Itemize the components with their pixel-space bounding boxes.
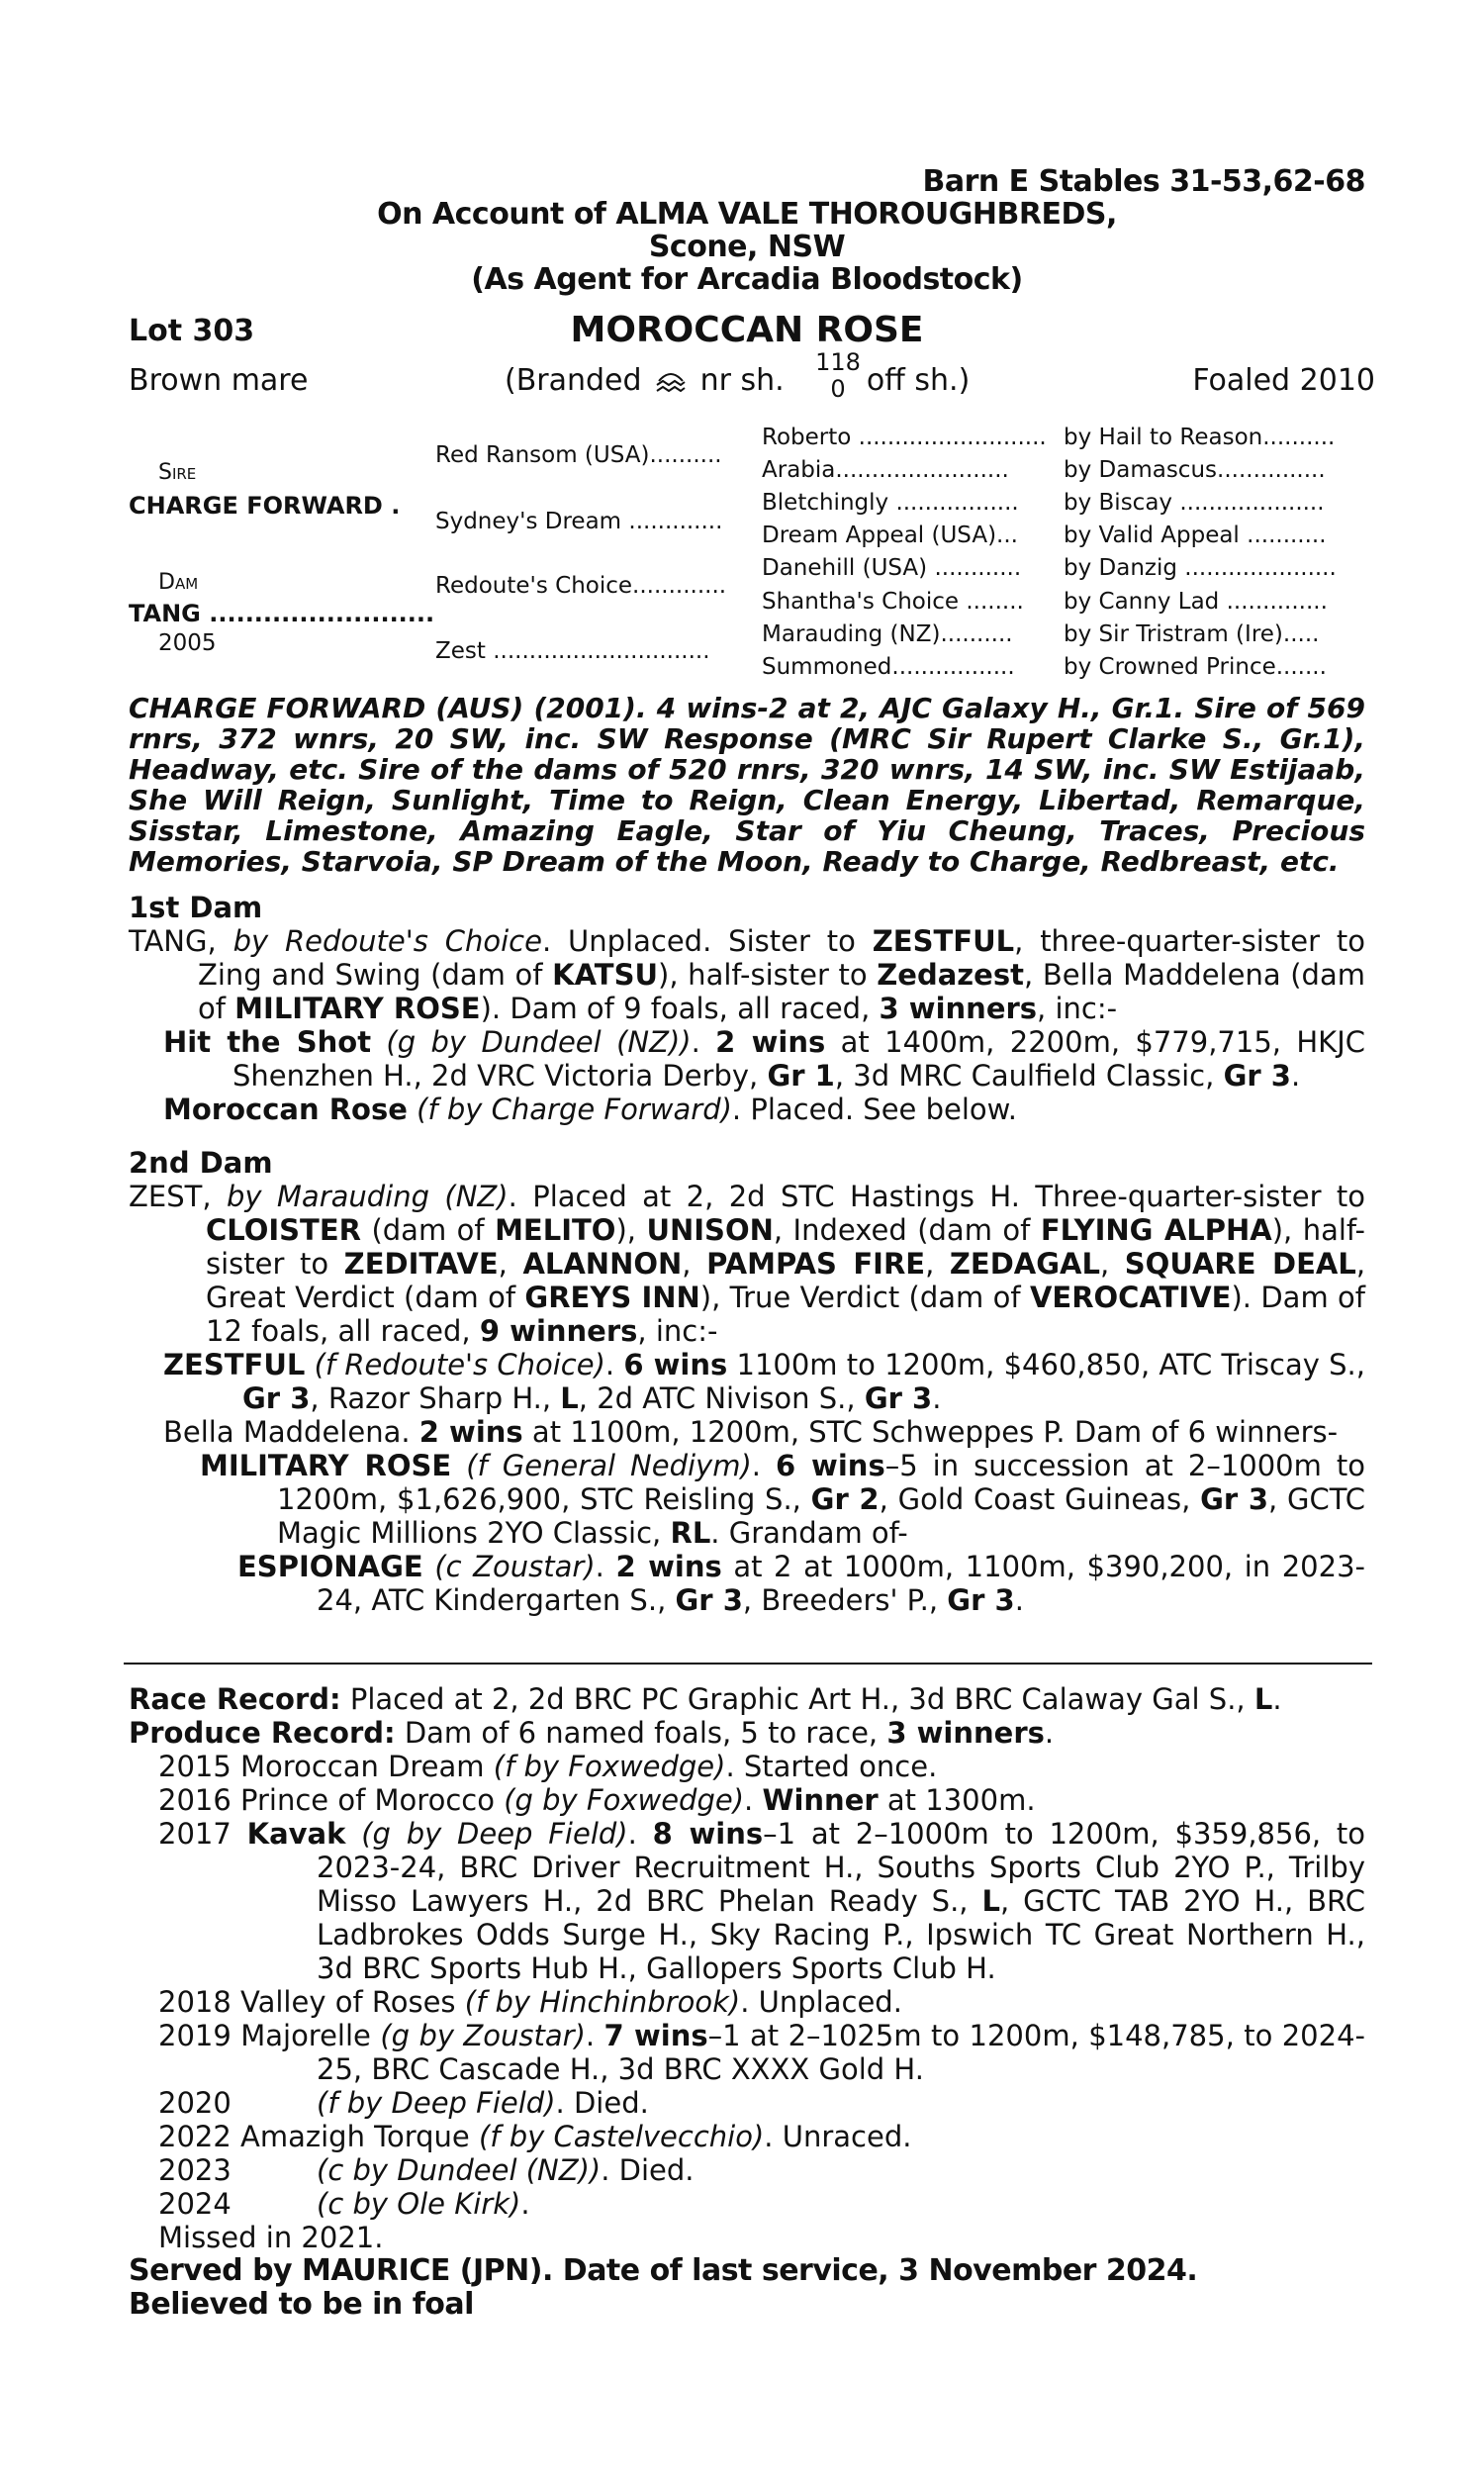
bm2: 2 wins (418, 1415, 523, 1449)
z5: 1100m to 1200m, $460,850, ATC Triscay S., (727, 1348, 1365, 1381)
p9a: 2024 (158, 2187, 232, 2221)
sd-t2: by Marauding (NZ) (226, 1180, 509, 1213)
p7b: (f by Castelvecchio) (478, 2120, 765, 2153)
e9: . (1014, 1583, 1024, 1617)
p3g: L (981, 1884, 1000, 1918)
p5c: . (585, 2019, 604, 2052)
sd-t19: , (1099, 1247, 1125, 1281)
sd-t18: ZEDAGAL (949, 1247, 1100, 1281)
description-row (129, 348, 1375, 411)
m2: (f General Nediym) (451, 1449, 752, 1482)
sire-dam: Sydney's Dream ............. (435, 509, 723, 534)
fd-t11: ). Dam of 9 foals, all raced, (480, 992, 880, 1025)
p8a: 2023 (158, 2153, 232, 2187)
m3: . (751, 1449, 776, 1482)
produce-record-text: Dam of 6 named foals, 5 to race, (395, 1716, 887, 1750)
m4: 6 wins (776, 1449, 885, 1482)
race-record (129, 1682, 1365, 1716)
p7a: 2022 Amazigh Torque (158, 2120, 479, 2153)
z3: . (604, 1348, 624, 1381)
grandsire-5: Danehill (USA) ............ (762, 555, 1022, 581)
fd-t12: 3 winners (879, 992, 1038, 1025)
p9b: (c by Ole Kirk) (317, 2187, 521, 2221)
horse-description: Brown mare (129, 363, 309, 398)
m10: RL (670, 1516, 711, 1550)
z9: , 2d ATC Nivison S., (578, 1381, 865, 1415)
bm1: Bella Maddelena. (163, 1415, 419, 1449)
sire-sire: Red Ransom (USA).......... (435, 442, 722, 468)
sd-t26: 9 winners (479, 1314, 638, 1348)
sd-t22: GREYS INN (524, 1281, 700, 1314)
horse-name: MOROCCAN ROSE (570, 310, 924, 350)
sd-t20: SQUARE DEAL (1124, 1247, 1356, 1281)
sire-of-4: by Valid Appeal ........... (1064, 523, 1327, 548)
second-dam-paragraph (129, 1180, 1365, 1348)
f1c: . (691, 1025, 716, 1059)
sire-of-8: by Crowned Prince....... (1064, 654, 1327, 680)
p2a: 2016 Prince of Morocco (158, 1783, 505, 1817)
pedigree-table (129, 419, 1365, 686)
produce-2017 (129, 1817, 1365, 1985)
foal-espionage (129, 1550, 1365, 1617)
f2c: . Placed. See below. (731, 1093, 1017, 1126)
p3h: , GCTC TAB 2YO H., BRC Ladbrokes Odds Surge H., Sky Racing P., Ipswich TC Great Northern H., 3d BRC Sports Hub H., Gallopers Sports Club H. (317, 1884, 1366, 1985)
brand-number-bottom: 0 (830, 375, 846, 403)
m11: . Grandam of- (710, 1516, 908, 1550)
m7: , Gold Coast Guineas, (879, 1482, 1201, 1516)
f1g: , 3d MRC Caulfield Classic, (834, 1059, 1224, 1093)
sd-t13: , (498, 1247, 523, 1281)
sire-name: CHARGE FORWARD . (129, 492, 401, 520)
foal-hit-the-shot (129, 1025, 1365, 1093)
e5: at 2 at 1000m, 1100m, $390,200, in 2023-24, ATC Kindergarten S., (317, 1550, 1365, 1617)
p4b: (f by Hinchinbrook) (464, 1985, 741, 2019)
barn-location: Barn E Stables 31-53,62-68 (922, 164, 1365, 199)
produce-record (129, 1716, 1365, 1750)
in-foal-status: Believed to be in foal (129, 2287, 474, 2322)
vendor-location: Scone, NSW (648, 230, 846, 264)
z8: L (560, 1381, 579, 1415)
sire-of-7: by Sir Tristram (Ire)..... (1064, 621, 1320, 647)
p2c: . (744, 1783, 763, 1817)
m1: MILITARY ROSE (200, 1449, 452, 1482)
brand-mark-icon (655, 369, 687, 395)
vendor-agent: (As Agent for Arcadia Bloodstock) (471, 262, 1023, 297)
dam-name: TANG ......................... (129, 600, 435, 627)
second-dam-section (129, 1146, 1365, 1617)
f1f: Gr 1 (767, 1059, 835, 1093)
z2: (f Redoute's Choice) (305, 1348, 605, 1381)
produce-2015 (129, 1750, 1365, 1783)
brand-suffix: off sh.) (866, 363, 971, 398)
sd-t8: UNISON (646, 1213, 774, 1247)
served-by: Served by MAURICE (JPN). Date of last service, 3 November 2024. (129, 2253, 1198, 2288)
sire-of-5: by Danzig ..................... (1064, 555, 1337, 581)
sd-t12: ZEDITAVE (343, 1247, 499, 1281)
sire-of-3: by Biscay .................... (1064, 490, 1325, 516)
grandsire-6: Shantha's Choice ........ (762, 589, 1024, 615)
produce-record-label: Produce Record: (129, 1716, 396, 1750)
race-record-end: . (1272, 1682, 1282, 1716)
section-divider (124, 1663, 1372, 1665)
produce-2019 (129, 2019, 1365, 2086)
sire-of-2: by Damascus............... (1064, 457, 1326, 483)
p3f: –1 at 2–1000m to 1200m, $359,856, to 2023-24, BRC Driver Recruitment H., Souths Sports Club 2YO P., Trilby Misso Lawyers H., 2d BRC Phelan Ready S., (317, 1817, 1366, 1918)
first-dam-section (129, 891, 1365, 1126)
second-dam-heading: 2nd Dam (129, 1146, 273, 1180)
produce-2020 (129, 2086, 1365, 2120)
e8: Gr 3 (947, 1583, 1015, 1617)
produce-record-winners: 3 winners (886, 1716, 1045, 1750)
bm3: at 1100m, 1200m, STC Schweppes P. Dam of 6 winners- (522, 1415, 1339, 1449)
lot-number: Lot 303 (129, 314, 255, 348)
p1b: (f by Foxwedge) (493, 1750, 726, 1783)
fd-t9: , Bella Maddelena (dam of (198, 958, 1365, 1025)
f1e: at 1400m, 2200m, $779,715, HKJC Shenzhen H., 2d VRC Victoria Derby, (232, 1025, 1365, 1093)
m9: , GCTC Magic Millions 2YO Classic, (277, 1482, 1365, 1550)
sd-t6: MELITO (495, 1213, 616, 1247)
foaled-year: Foaled 2010 (1192, 363, 1375, 398)
race-record-text: Placed at 2, 2d BRC PC Graphic Art H., 3d BRC Calaway Gal S., (340, 1682, 1254, 1716)
sd-t16: PAMPAS FIRE (706, 1247, 926, 1281)
foal-bella-maddelena (129, 1415, 1365, 1449)
produce-2022 (129, 2120, 1365, 2153)
sd-t14: ALANNON (522, 1247, 683, 1281)
sd-t1: ZEST, (129, 1180, 227, 1213)
p5b: (g by Zoustar) (380, 2019, 586, 2052)
p1c: . Started once. (725, 1750, 938, 1783)
sd-t7: ), (615, 1213, 647, 1247)
e4: 2 wins (615, 1550, 722, 1583)
p5d: 7 wins (603, 2019, 708, 2052)
brand-number-top: 118 (815, 348, 861, 376)
brand-number (813, 349, 863, 403)
f1h: Gr 3 (1223, 1059, 1291, 1093)
p6c: . Died. (555, 2086, 649, 2120)
records-section (129, 1682, 1365, 2322)
dam-dam: Zest .............................. (435, 638, 710, 664)
first-dam-paragraph (129, 924, 1365, 1025)
p3a: 2017 (158, 1817, 247, 1851)
grandsire-2: Arabia........................ (762, 457, 1009, 483)
m6: Gr 2 (810, 1482, 880, 1516)
sd-t21: , Great Verdict (dam of (206, 1247, 1366, 1314)
sd-t23: ), True Verdict (dam of (699, 1281, 1030, 1314)
p3e: 8 wins (652, 1817, 764, 1851)
sd-t10: FLYING ALPHA (1040, 1213, 1272, 1247)
fd-t4: ZESTFUL (872, 924, 1015, 958)
z6: Gr 3 (242, 1381, 311, 1415)
brand-info (505, 363, 970, 398)
p3b: Kavak (246, 1817, 346, 1851)
sd-t24: VEROCATIVE (1029, 1281, 1232, 1314)
sire-summary: CHARGE FORWARD (AUS) (2001). 4 wins-2 at 2, AJC Galaxy H., Gr.1. Sire of 569 rnrs, 372 wnrs, 20 SW, inc. SW Response (MRC Sir Rupert Clarke S., Gr.1), Headway, etc. Sire of the dams of 520 rnrs, 320 wnrs, 14 SW, inc. SW Estijaab, She Will Reign, Sunlight, Time to Reign, Clean Energy, Libertad, Remarque, Sisstar, Limestone, Amazing Eagle, Star of Yiu Cheung, Traces, Precious Memories, Starvoia, SP Dream of the Moon, Ready to Charge, Redbreast, etc. (129, 692, 1365, 878)
produce-missed: Missed in 2021. (158, 2221, 384, 2254)
produce-2018 (129, 1985, 1365, 2019)
sd-t25: ). Dam of 12 foals, all raced, (206, 1281, 1365, 1348)
p3c: (g by Deep Field) (345, 1817, 628, 1851)
p6a: 2020 (158, 2086, 232, 2120)
fd-t8: Zedazest (877, 958, 1024, 992)
lot-row (129, 310, 1365, 353)
sire-of-6: by Canny Lad .............. (1064, 589, 1328, 615)
e1: ESPIONAGE (237, 1550, 423, 1583)
race-record-l: L (1253, 1682, 1273, 1716)
first-dam-heading: 1st Dam (129, 891, 263, 924)
p2b: (g by Foxwedge) (504, 1783, 745, 1817)
e3: . (595, 1550, 616, 1583)
sire-of-1: by Hail to Reason.......... (1064, 425, 1336, 450)
p1a: 2015 Moroccan Dream (158, 1750, 494, 1783)
p3d: . (627, 1817, 653, 1851)
sd-t5: (dam of (360, 1213, 496, 1247)
z10: Gr 3 (864, 1381, 933, 1415)
grandsire-7: Marauding (NZ).......... (762, 621, 1013, 647)
e6: Gr 3 (675, 1583, 743, 1617)
p6b: (f by Deep Field) (317, 2086, 556, 2120)
f2b: (f by Charge Forward) (407, 1093, 732, 1126)
produce-2016 (129, 1783, 1365, 1817)
p8c: . Died. (601, 2153, 695, 2187)
brand-mid: nr sh. (699, 363, 785, 398)
fd-t13: , inc:- (1037, 992, 1118, 1025)
f1a: Hit the Shot (163, 1025, 372, 1059)
p4c: . Unplaced. (740, 1985, 902, 2019)
p2e: at 1300m. (878, 1783, 1036, 1817)
foal-moroccan-rose (129, 1093, 1365, 1126)
z1: ZESTFUL (163, 1348, 306, 1381)
m5: –5 in succession at 2–1000m to 1200m, $1,626,900, STC Reisling S., (277, 1449, 1365, 1516)
dam-year: 2005 (158, 630, 217, 656)
fd-t7: ), half-sister to (658, 958, 878, 992)
p9c: . (520, 2187, 530, 2221)
produce-record-end: . (1044, 1716, 1055, 1750)
dam-sire: Redoute's Choice............. (435, 573, 727, 599)
grandsire-8: Summoned................. (762, 654, 1015, 680)
sd-t3: . Placed at 2, 2d STC Hastings H. Three-quarter-sister to (508, 1180, 1366, 1213)
m8: Gr 3 (1200, 1482, 1269, 1516)
f1b: (g by Dundeel (NZ)) (371, 1025, 692, 1059)
grandsire-1: Roberto .......................... (762, 425, 1047, 450)
sd-t15: , (682, 1247, 707, 1281)
p8b: (c by Dundeel (NZ)) (317, 2153, 602, 2187)
vendor-line: On Account of ALMA VALE THOROUGHBREDS, (377, 197, 1117, 232)
dam-label: Dam (158, 570, 199, 595)
e7: , Breeders' P., (742, 1583, 948, 1617)
grandsire-4: Dream Appeal (USA)... (762, 523, 1018, 548)
fd-t3: . Unplaced. Sister to (541, 924, 873, 958)
p5e: –1 at 2–1025m to 1200m, $148,785, to 2024-25, BRC Cascade H., 3d BRC XXXX Gold H. (317, 2019, 1365, 2086)
fd-t2: by Redoute's Choice (232, 924, 542, 958)
sd-t11: ), half-sister to (206, 1213, 1366, 1281)
produce-2023 (129, 2153, 1365, 2187)
race-record-label: Race Record: (129, 1682, 341, 1716)
f2a: Moroccan Rose (163, 1093, 408, 1126)
foal-zestful (129, 1348, 1365, 1415)
f1d: 2 wins (715, 1025, 826, 1059)
p5a: 2019 Majorelle (158, 2019, 381, 2052)
produce-2024 (129, 2187, 1365, 2221)
foal-military-rose (129, 1449, 1365, 1550)
p7c: . Unraced. (764, 2120, 912, 2153)
z11: . (932, 1381, 942, 1415)
sire-label: Sire (158, 460, 197, 485)
grandsire-3: Bletchingly ................. (762, 490, 1019, 516)
sd-t4: CLOISTER (206, 1213, 361, 1247)
fd-t10: MILITARY ROSE (234, 992, 481, 1025)
sd-t9: , Indexed (dam of (773, 1213, 1041, 1247)
fd-t6: KATSU (552, 958, 659, 992)
z4: 6 wins (623, 1348, 728, 1381)
sd-t27: , inc:- (637, 1314, 718, 1348)
z7: , Razor Sharp H., (310, 1381, 561, 1415)
p4a: 2018 Valley of Roses (158, 1985, 465, 2019)
brand-prefix: (Branded (505, 363, 642, 398)
f1i: . (1290, 1059, 1301, 1093)
fd-t5: , three-quarter-sister to Zing and Swing (dam of (198, 924, 1366, 992)
e2: (c Zoustar) (422, 1550, 596, 1583)
p2d: Winner (762, 1783, 879, 1817)
fd-t1: TANG, (129, 924, 233, 958)
sd-t17: , (925, 1247, 950, 1281)
